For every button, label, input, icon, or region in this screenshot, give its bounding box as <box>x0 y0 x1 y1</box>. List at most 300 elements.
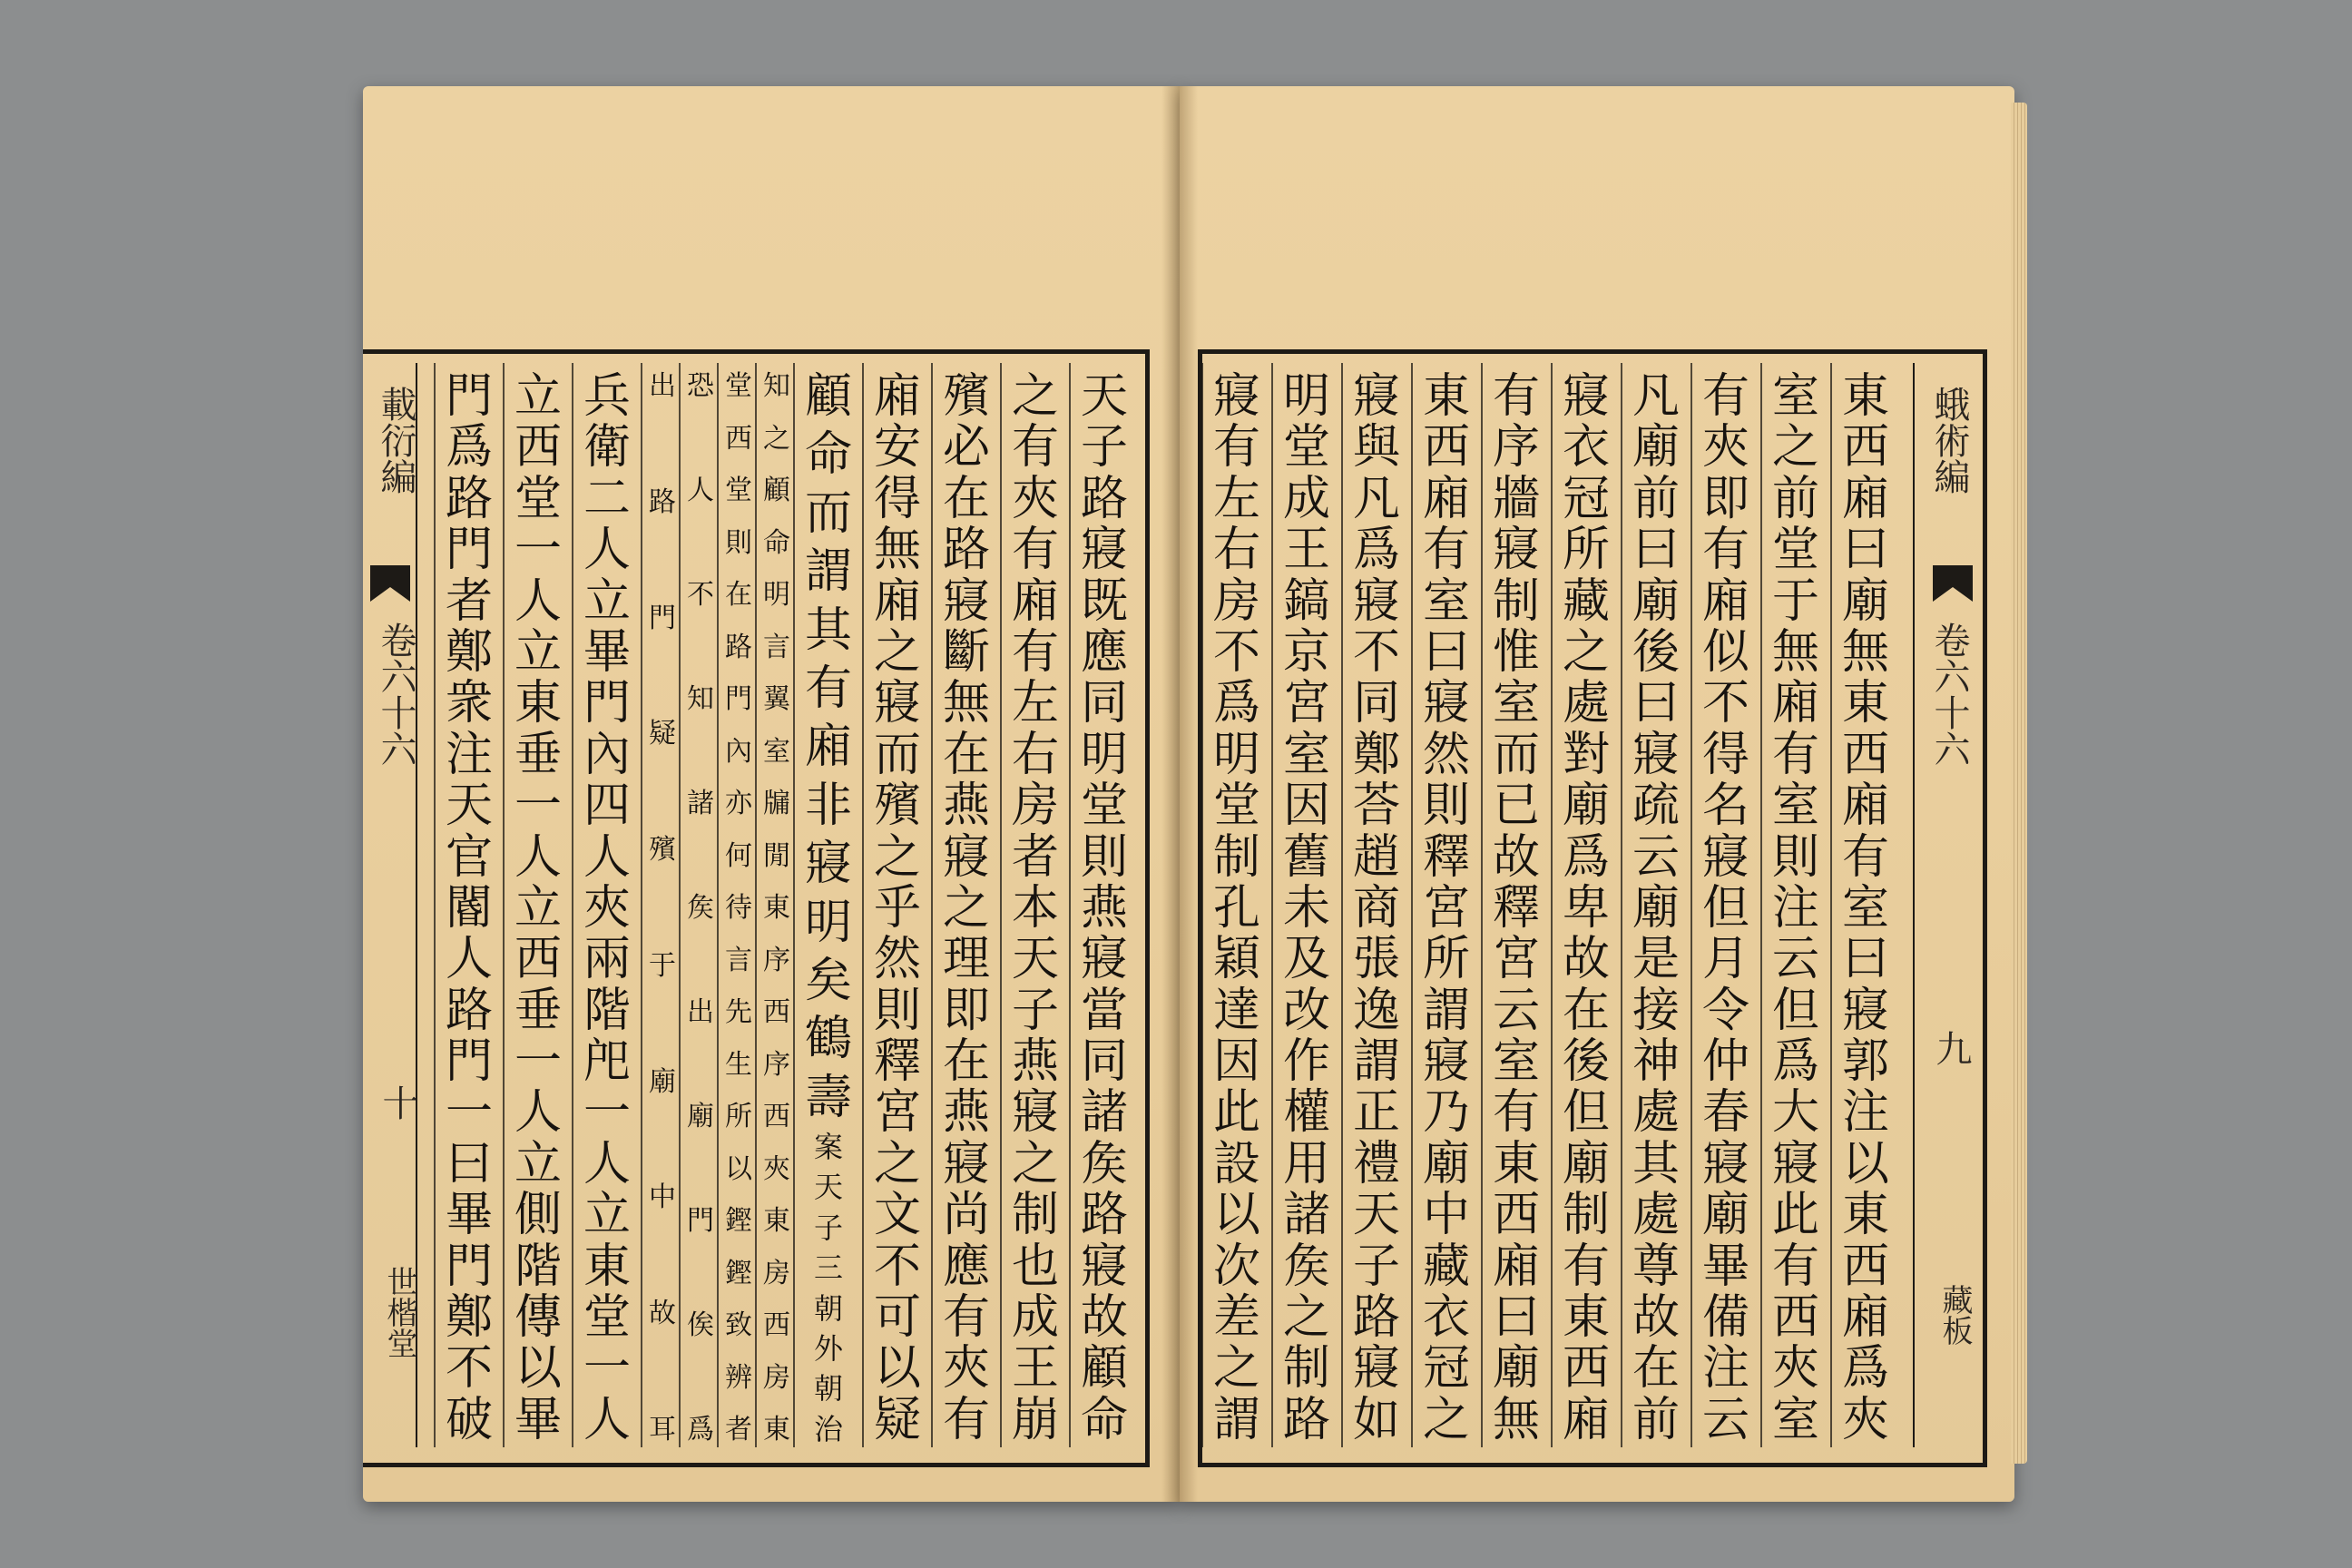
glyph: 廂 <box>1771 676 1819 731</box>
glyph: 應 <box>1080 624 1128 680</box>
glyph: 無 <box>1841 624 1889 680</box>
glyph: 東 <box>1841 1188 1889 1243</box>
glyph: 牆 <box>1492 471 1540 526</box>
glyph: 得 <box>873 471 921 526</box>
glyph: 序 <box>763 944 790 976</box>
glyph: 天 <box>445 779 493 834</box>
glyph: 殯 <box>649 834 676 867</box>
glyph: 西 <box>514 932 562 987</box>
glyph: 內 <box>725 735 752 768</box>
glyph: 如 <box>1352 1392 1400 1447</box>
glyph: 東 <box>763 1205 790 1237</box>
glyph: 畢 <box>583 624 631 680</box>
glyph: 立 <box>514 1136 562 1191</box>
glyph: 尊 <box>1632 1239 1680 1294</box>
glyph: 廟 <box>1562 779 1610 834</box>
glyph: 對 <box>1562 727 1610 782</box>
glyph: 人 <box>514 829 562 885</box>
glyph: 處 <box>1632 1188 1680 1243</box>
glyph: 天 <box>1352 1188 1400 1243</box>
glyph: 東 <box>763 1414 790 1446</box>
glyph: 一 <box>514 779 562 834</box>
glyph: 曰 <box>1422 624 1470 680</box>
right-text-column <box>1347 369 1406 1447</box>
glyph: 此 <box>1771 1188 1819 1243</box>
glyph: 室 <box>1492 676 1540 731</box>
glyph: 釋 <box>1492 880 1540 936</box>
glyph: 前 <box>1632 1392 1680 1447</box>
left-text-column <box>936 369 996 1447</box>
glyph: 謂 <box>804 544 852 600</box>
glyph: 有 <box>1422 523 1470 578</box>
glyph: 文 <box>873 1188 921 1243</box>
glyph: 人 <box>583 1136 631 1191</box>
glyph: 云 <box>1701 1392 1749 1447</box>
glyph: 乃 <box>1422 1085 1470 1141</box>
glyph: 惟 <box>1492 624 1540 680</box>
glyph: 以 <box>514 1341 562 1396</box>
glyph: 寢 <box>1771 1136 1819 1191</box>
glyph: 夾 <box>1841 1392 1889 1447</box>
glyph: 爲 <box>687 1414 714 1446</box>
left-column-rule <box>793 363 795 1447</box>
glyph: 外 <box>813 1331 843 1367</box>
glyph: 不 <box>1352 624 1400 680</box>
right-text-column <box>1556 369 1616 1447</box>
glyph: 藏 <box>1562 573 1610 629</box>
glyph: 商 <box>1352 880 1400 936</box>
glyph: 不 <box>1212 624 1260 680</box>
glyph: 則 <box>725 526 752 559</box>
glyph: 顧 <box>1080 1341 1128 1396</box>
glyph: 則 <box>1771 829 1819 885</box>
glyph: 中 <box>649 1181 676 1214</box>
glyph: 于 <box>649 949 676 982</box>
glyph: 寢 <box>804 837 852 892</box>
glyph: 矦 <box>1282 1239 1330 1294</box>
glyph: 成 <box>1282 471 1330 526</box>
glyph: 明 <box>1212 727 1260 782</box>
glyph: 廟 <box>687 1101 714 1132</box>
glyph: 房 <box>763 1361 790 1394</box>
right-publisher-text: 藏板 <box>1936 1284 1973 1346</box>
glyph: 夾 <box>942 1341 990 1396</box>
glyph: 鎬 <box>1282 573 1330 629</box>
glyph: 立 <box>514 624 562 680</box>
glyph: 堂 <box>1771 523 1819 578</box>
glyph: 宮 <box>1422 880 1470 936</box>
glyph: 廂 <box>1492 1239 1540 1294</box>
glyph: 達 <box>1212 983 1260 1038</box>
glyph: 舊 <box>1282 829 1330 885</box>
right-text-column <box>1766 369 1826 1447</box>
glyph: 故 <box>1562 932 1610 987</box>
glyph: 路 <box>725 631 752 663</box>
glyph: 曰 <box>1841 932 1889 987</box>
glyph: 衆 <box>445 676 493 731</box>
glyph: 一 <box>583 1085 631 1141</box>
glyph: 王 <box>1282 523 1330 578</box>
glyph: 曰 <box>1632 676 1680 731</box>
glyph: 然 <box>1422 727 1470 782</box>
glyph: 王 <box>1011 1341 1059 1396</box>
glyph: 斷 <box>942 624 990 680</box>
glyph: 廟 <box>1492 1341 1540 1396</box>
glyph: 人 <box>514 573 562 629</box>
glyph: 似 <box>1701 624 1749 680</box>
glyph: 西 <box>1771 1290 1819 1346</box>
glyph: 明 <box>1282 369 1330 424</box>
glyph: 東 <box>1841 676 1889 731</box>
glyph: 寢 <box>1562 369 1610 424</box>
glyph: 立 <box>514 369 562 424</box>
glyph: 房 <box>1011 779 1059 834</box>
glyph: 之 <box>873 1136 921 1191</box>
glyph: 曰 <box>445 1136 493 1191</box>
left-column-rule <box>679 363 681 1447</box>
glyph: 廟 <box>1841 573 1889 629</box>
glyph: 東 <box>583 1239 631 1294</box>
glyph: 故 <box>1492 829 1540 885</box>
glyph: 以 <box>725 1152 752 1185</box>
glyph: 寢 <box>1080 523 1128 578</box>
glyph: 成 <box>1011 1290 1059 1346</box>
glyph: 所 <box>1562 523 1610 578</box>
glyph: 注 <box>1841 1085 1889 1141</box>
glyph: 鄭 <box>445 624 493 680</box>
glyph: 名 <box>1701 779 1749 834</box>
glyph: 二 <box>583 471 631 526</box>
glyph: 令 <box>1701 983 1749 1038</box>
glyph: 門 <box>445 1034 493 1090</box>
glyph: 人 <box>687 475 714 506</box>
glyph: 夾 <box>583 880 631 936</box>
glyph: 朝 <box>813 1371 843 1406</box>
left-column-rule <box>1000 363 1002 1447</box>
glyph: 而 <box>873 727 921 782</box>
glyph: 有 <box>1841 829 1889 885</box>
glyph: 西 <box>1841 727 1889 782</box>
glyph: 階 <box>514 1239 562 1294</box>
glyph: 有 <box>1011 523 1059 578</box>
glyph: 序 <box>1492 420 1540 475</box>
right-column-rule <box>1830 363 1832 1447</box>
glyph: 治 <box>813 1411 843 1446</box>
glyph: 之 <box>1011 1136 1059 1191</box>
glyph: 門 <box>725 683 752 715</box>
glyph: 亦 <box>725 788 752 819</box>
glyph: 何 <box>725 839 752 872</box>
glyph: 神 <box>1632 1034 1680 1090</box>
glyph: 立 <box>514 880 562 936</box>
glyph: 門 <box>687 1205 714 1237</box>
glyph: 以 <box>1212 1188 1260 1243</box>
glyph: 之 <box>1771 420 1819 475</box>
left-margin-title <box>370 386 422 495</box>
glyph: 右 <box>1212 523 1260 578</box>
glyph: 寢 <box>1492 523 1540 578</box>
glyph: 故 <box>1080 1290 1128 1346</box>
glyph: 西 <box>1492 1188 1540 1243</box>
glyph: 故 <box>649 1298 676 1330</box>
glyph: 室 <box>1771 1392 1819 1447</box>
glyph: 廟 <box>1701 1188 1749 1243</box>
glyph: 兵 <box>583 369 631 424</box>
glyph: 不 <box>873 1239 921 1294</box>
glyph: 言 <box>725 944 752 976</box>
left-text-column <box>577 369 637 1447</box>
glyph: 夾 <box>763 1152 790 1185</box>
glyph: 之 <box>942 880 990 936</box>
glyph: 寢 <box>1080 1239 1128 1294</box>
right-text-column <box>1277 369 1337 1447</box>
right-column-rule <box>1621 363 1622 1447</box>
glyph: 次 <box>1212 1239 1260 1294</box>
right-column-rule <box>1411 363 1413 1447</box>
glyph: 廂 <box>873 369 921 424</box>
glyph: 不 <box>445 1341 493 1396</box>
glyph: 寢 <box>1632 727 1680 782</box>
left-publisher-text: 世楷堂 <box>381 1266 417 1358</box>
glyph: 有 <box>1011 624 1059 680</box>
glyph: 恐 <box>687 370 714 402</box>
glyph: 廂 <box>1011 573 1059 629</box>
glyph: 門 <box>445 1239 493 1294</box>
glyph: 處 <box>1632 1085 1680 1141</box>
glyph: 以 <box>873 1341 921 1396</box>
right-column-rule <box>1201 363 1203 1447</box>
glyph: 者 <box>1011 829 1059 885</box>
glyph: 人 <box>583 829 631 885</box>
glyph: 人 <box>583 1392 631 1447</box>
glyph: 矦 <box>687 892 714 924</box>
glyph: 子 <box>1352 1239 1400 1294</box>
glyph: 處 <box>1562 676 1610 731</box>
glyph: 路 <box>1080 1188 1128 1243</box>
glyph: 謂 <box>1352 1034 1400 1090</box>
glyph: 制 <box>1282 1341 1330 1396</box>
left-text-column <box>722 370 755 1446</box>
glyph: 已 <box>1492 779 1540 834</box>
left-margin-title-text: 載衍編 <box>375 386 416 495</box>
glyph: 西 <box>1562 1341 1610 1396</box>
glyph: 凡 <box>1352 471 1400 526</box>
glyph: 廂 <box>1701 573 1749 629</box>
glyph: 東 <box>1422 369 1470 424</box>
glyph: 在 <box>1562 983 1610 1038</box>
glyph: 月 <box>1701 932 1749 987</box>
glyph: 堂 <box>583 1290 631 1346</box>
glyph: 路 <box>445 471 493 526</box>
glyph: 廂 <box>1841 779 1889 834</box>
glyph: 廟 <box>1422 1136 1470 1191</box>
glyph: 垂 <box>514 983 562 1038</box>
right-text-column <box>1836 369 1896 1447</box>
glyph: 則 <box>873 983 921 1038</box>
glyph: 知 <box>763 370 790 402</box>
glyph: 有 <box>1492 369 1540 424</box>
glyph: 命 <box>763 526 790 559</box>
glyph: 路 <box>1352 1290 1400 1346</box>
left-column-rule <box>434 363 436 1447</box>
glyph: 禮 <box>1352 1136 1400 1191</box>
glyph: 鄭 <box>1352 727 1400 782</box>
glyph: 左 <box>1011 676 1059 731</box>
glyph: 權 <box>1282 1085 1330 1141</box>
glyph: 之 <box>873 829 921 885</box>
glyph: 在 <box>942 471 990 526</box>
glyph: 廂 <box>1841 471 1889 526</box>
glyph: 路 <box>942 523 990 578</box>
glyph: 仲 <box>1701 1034 1749 1090</box>
glyph: 云 <box>1632 829 1680 885</box>
glyph: 備 <box>1701 1290 1749 1346</box>
glyph: 之 <box>1282 1290 1330 1346</box>
glyph: 有 <box>1701 369 1749 424</box>
right-margin-rule <box>1913 363 1915 1447</box>
glyph: 西 <box>763 1101 790 1132</box>
glyph: 無 <box>1771 624 1819 680</box>
left-text-column <box>1074 369 1134 1447</box>
glyph: 東 <box>514 676 562 731</box>
glyph: 西 <box>763 996 790 1028</box>
glyph: 趙 <box>1352 829 1400 885</box>
glyph: 寢 <box>942 573 990 629</box>
glyph: 制 <box>1011 1188 1059 1243</box>
glyph: 注 <box>1701 1341 1749 1396</box>
right-margin-volume-text: 卷六十六 <box>1928 622 1970 767</box>
glyph: 孔 <box>1212 880 1260 936</box>
glyph: 改 <box>1282 983 1330 1038</box>
glyph: 子 <box>1080 420 1128 475</box>
glyph: 有 <box>942 1392 990 1447</box>
glyph: 戺 <box>583 1034 631 1090</box>
right-column-rule <box>1690 363 1692 1447</box>
glyph: 但 <box>1701 880 1749 936</box>
glyph: 爲 <box>1771 1034 1819 1090</box>
left-column-rule <box>862 363 864 1447</box>
glyph: 室 <box>763 735 790 768</box>
glyph: 有 <box>1771 1239 1819 1294</box>
glyph: 垂 <box>514 727 562 782</box>
glyph: 人 <box>583 523 631 578</box>
glyph: 鏗 <box>725 1257 752 1289</box>
glyph: 即 <box>942 983 990 1038</box>
glyph: 是 <box>1632 932 1680 987</box>
glyph: 子 <box>813 1210 843 1245</box>
glyph: 房 <box>763 1257 790 1289</box>
glyph: 衣 <box>1422 1290 1470 1346</box>
glyph: 寢 <box>1352 369 1400 424</box>
glyph: 寢 <box>1352 573 1400 629</box>
glyph: 差 <box>1212 1290 1260 1346</box>
glyph: 卑 <box>1562 880 1610 936</box>
glyph: 之 <box>873 624 921 680</box>
right-column-rule <box>1760 363 1762 1447</box>
glyph: 謂 <box>1212 1392 1260 1447</box>
glyph: 作 <box>1282 1034 1330 1090</box>
glyph: 用 <box>1282 1136 1330 1191</box>
left-column-rule <box>1069 363 1071 1447</box>
glyph: 冠 <box>1562 471 1610 526</box>
glyph: 西 <box>725 422 752 455</box>
glyph: 云 <box>1492 983 1540 1038</box>
left-margin-folio-text: 十 <box>377 1084 418 1121</box>
glyph: 矦 <box>1080 1136 1128 1191</box>
right-text-column <box>1486 369 1546 1447</box>
glyph: 注 <box>1771 880 1819 936</box>
left-text-column <box>684 370 717 1446</box>
glyph: 天 <box>1011 932 1059 987</box>
left-text-column <box>508 369 568 1447</box>
glyph: 寢 <box>1701 829 1749 885</box>
glyph: 同 <box>1080 676 1128 731</box>
glyph: 廟 <box>1632 420 1680 475</box>
glyph: 廂 <box>804 720 852 775</box>
glyph: 西 <box>1841 420 1889 475</box>
left-margin-volume-text: 卷六十六 <box>375 622 416 767</box>
glyph: 命 <box>804 427 852 483</box>
glyph: 東 <box>1562 1290 1610 1346</box>
glyph: 既 <box>1080 573 1128 629</box>
glyph: 四 <box>583 779 631 834</box>
glyph: 當 <box>1080 983 1128 1038</box>
glyph: 路 <box>649 485 676 518</box>
glyph: 案 <box>813 1130 843 1165</box>
page-edges <box>2011 103 2027 1464</box>
glyph: 翼 <box>763 683 790 715</box>
glyph: 寢 <box>1701 1136 1749 1191</box>
glyph: 寢 <box>1841 983 1889 1038</box>
glyph: 藏 <box>1422 1239 1470 1294</box>
glyph: 致 <box>725 1309 752 1341</box>
glyph: 有 <box>1701 523 1749 578</box>
glyph: 及 <box>1282 932 1330 987</box>
glyph: 謂 <box>1422 983 1470 1038</box>
glyph: 廟 <box>1632 573 1680 629</box>
glyph: 爲 <box>445 420 493 475</box>
glyph: 宮 <box>873 1085 921 1141</box>
glyph: 于 <box>1771 573 1819 629</box>
left-text-column <box>799 369 858 1446</box>
glyph: 有 <box>804 661 852 716</box>
glyph: 階 <box>583 983 631 1038</box>
glyph: 路 <box>445 983 493 1038</box>
right-publisher <box>1933 1284 1977 1346</box>
glyph: 天 <box>1080 369 1128 424</box>
book-gutter <box>1161 86 1198 1502</box>
glyph: 之 <box>1212 1341 1260 1396</box>
glyph: 凡 <box>1632 369 1680 424</box>
glyph: 注 <box>445 727 493 782</box>
glyph: 但 <box>1771 983 1819 1038</box>
glyph: 廂 <box>1841 1290 1889 1346</box>
glyph: 釋 <box>1422 829 1470 885</box>
glyph: 可 <box>873 1290 921 1346</box>
glyph: 破 <box>445 1392 493 1447</box>
left-text-column <box>1005 369 1065 1447</box>
glyph: 燕 <box>1080 880 1128 936</box>
right-column-rule <box>1551 363 1553 1447</box>
glyph: 辨 <box>725 1361 752 1394</box>
glyph: 曰 <box>1632 523 1680 578</box>
glyph: 則 <box>1422 779 1470 834</box>
glyph: 宮 <box>1492 932 1540 987</box>
glyph: 京 <box>1282 624 1330 680</box>
glyph: 疑 <box>873 1392 921 1447</box>
glyph: 一 <box>514 523 562 578</box>
glyph: 前 <box>1771 471 1819 526</box>
